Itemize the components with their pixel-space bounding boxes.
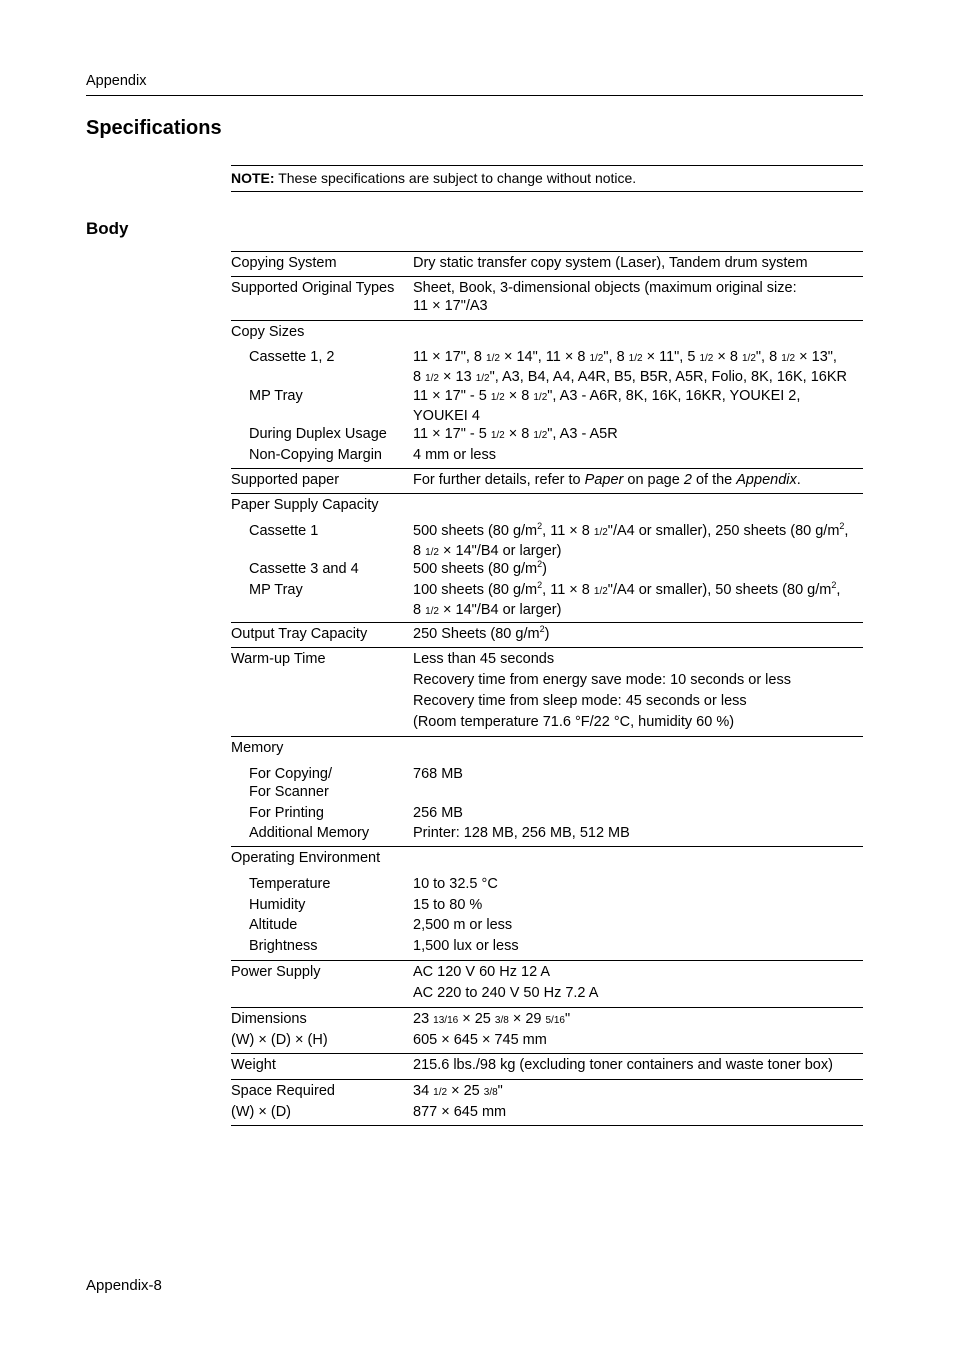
spec-row-warmup bbox=[231, 648, 863, 737]
spec-value-line: 11 × 17"/A3 bbox=[413, 298, 488, 314]
spec-row-memory bbox=[231, 737, 863, 847]
spec-sublabel: Altitude bbox=[249, 917, 298, 933]
spec-row-copy-sizes bbox=[231, 321, 863, 469]
spec-label: Copy Sizes bbox=[231, 324, 305, 340]
spec-value: 256 MB bbox=[413, 805, 463, 821]
spec-value: Dry static transfer copy system (Laser), Tandem drum system bbox=[413, 255, 808, 271]
spec-label: Supported paper bbox=[231, 472, 340, 488]
spec-value: (Room temperature 71.6 °F/22 °C, humidity 60 %) bbox=[413, 714, 735, 730]
spec-value: AC 220 to 240 V 50 Hz 7.2 A bbox=[413, 985, 599, 1001]
spec-value: Printer: 128 MB, 256 MB, 512 MB bbox=[413, 825, 630, 841]
note-box bbox=[231, 165, 863, 192]
ref-text: on page bbox=[623, 472, 684, 488]
spec-value-line: YOUKEI 4 bbox=[413, 408, 480, 424]
spec-label: Copying System bbox=[231, 255, 337, 271]
spec-sublabel: For Printing bbox=[249, 805, 324, 821]
spec-value: 2,500 m or less bbox=[413, 917, 513, 933]
spec-label: (W) × (D) bbox=[231, 1104, 291, 1120]
spec-value: 877 × 645 mm bbox=[413, 1104, 507, 1120]
ref-text: . bbox=[796, 472, 801, 488]
spec-sublabel: Brightness bbox=[249, 938, 318, 954]
ref-link: Paper bbox=[584, 472, 624, 488]
spec-value: 34 1/2 × 25 3/8" bbox=[413, 1083, 503, 1099]
spec-sublabel: Additional Memory bbox=[249, 825, 370, 841]
spec-value: 100 sheets (80 $g/m^2$, 11 × 8 1/2"/A4 or smaller), 50 sheets (80 $g/m^2$, 8 1/2 × 14"/B4 or larger) bbox=[413, 580, 841, 618]
note-label: NOTE: bbox=[231, 170, 275, 186]
spec-label: Supported Original Types bbox=[231, 280, 395, 296]
spec-value: 23 13/16 × 25 3/8 × 29 5/16" bbox=[413, 1011, 571, 1027]
spec-label: Dimensions bbox=[231, 1011, 307, 1027]
spec-sublabel: MP Tray bbox=[249, 388, 303, 404]
spec-sublabel: Cassette 1 bbox=[249, 523, 319, 539]
spec-row-environment bbox=[231, 847, 863, 961]
spec-value: AC 120 V 60 Hz 12 A bbox=[413, 964, 551, 980]
ref-text: of the bbox=[691, 472, 737, 488]
ref-appendix: Appendix bbox=[736, 472, 797, 488]
spec-value: 15 to 80 % bbox=[413, 897, 483, 913]
spec-value: 768 MB bbox=[413, 766, 463, 782]
spec-sublabel-line: For Copying/ bbox=[249, 766, 333, 782]
spec-table bbox=[231, 251, 863, 1126]
spec-label: Output Tray Capacity bbox=[231, 626, 368, 642]
spec-row-copying-system bbox=[231, 252, 863, 277]
spec-value bbox=[413, 279, 863, 315]
spec-row-paper-supply bbox=[231, 494, 863, 623]
ref-page: 2 bbox=[683, 472, 692, 488]
spec-value: Recovery time from sleep mode: 45 seconds or less bbox=[413, 693, 747, 709]
spec-sublabel: Cassette 1, 2 bbox=[249, 349, 335, 365]
spec-row-supported-paper bbox=[231, 469, 863, 494]
spec-value: 10 to 32.5 °C bbox=[413, 876, 498, 892]
spec-sublabel: Temperature bbox=[249, 876, 331, 892]
running-header: Appendix bbox=[86, 73, 147, 89]
spec-row-weight bbox=[231, 1054, 863, 1080]
spec-row-original-types bbox=[231, 277, 863, 321]
spec-value-line: Sheet, Book, 3-dimensional objects (maximum original size: bbox=[413, 280, 797, 296]
spec-value: 250 Sheets (80 $g/m^2$) bbox=[413, 624, 550, 642]
spec-label: Power Supply bbox=[231, 964, 321, 980]
spec-label: Memory bbox=[231, 740, 284, 756]
spec-value: 11 × 17", 8 1/2 × 14", 11 × 8 1/2", 8 1/2 × 11", 5 1/2 × 8 1/2", 8 1/2 × 13", 8 1/2 × 13 1/2", A3, B4, A4, A4R, B5, B5R, A5R, Folio, 8K, 16K, 16KR bbox=[413, 349, 847, 385]
spec-value bbox=[413, 471, 863, 489]
ref-text: For further details, refer to bbox=[413, 472, 585, 488]
spec-label: Weight bbox=[231, 1057, 276, 1073]
spec-value: 11 × 17" - 5 1/2 × 8 1/2", A3 - A5R bbox=[413, 426, 618, 442]
spec-row-power bbox=[231, 961, 863, 1008]
note-text: These specifications are subject to change without notice. bbox=[278, 170, 637, 186]
page-title: Specifications bbox=[86, 117, 222, 139]
spec-value: 500 sheets (80 $g/m^2$) bbox=[413, 559, 547, 577]
section-title: Body bbox=[86, 219, 129, 238]
header-rule bbox=[86, 95, 863, 96]
spec-sublabel: Cassette 3 and 4 bbox=[249, 561, 359, 577]
spec-sublabel: Humidity bbox=[249, 897, 306, 913]
spec-label: Operating Environment bbox=[231, 850, 381, 866]
spec-value: 215.6 lbs./98 kg (excluding toner containers and waste toner box) bbox=[413, 1057, 833, 1073]
spec-label: (W) × (D) × (H) bbox=[231, 1032, 328, 1048]
spec-value: 500 sheets (80 $g/m^2$, 11 × 8 1/2"/A4 or smaller), 250 sheets (80 $g/m^2$, 8 1/2 × 14"/B4 or larger) bbox=[413, 521, 849, 559]
spec-label: Space Required bbox=[231, 1083, 335, 1099]
spec-label: Paper Supply Capacity bbox=[231, 497, 379, 513]
spec-row-output-tray bbox=[231, 623, 863, 648]
spec-value: Recovery time from energy save mode: 10 seconds or less bbox=[413, 672, 791, 688]
spec-sublabel-line: For Scanner bbox=[249, 784, 329, 800]
spec-sublabel: MP Tray bbox=[249, 582, 303, 598]
spec-label: Warm-up Time bbox=[231, 651, 326, 667]
spec-value: 4 mm or less bbox=[413, 447, 496, 463]
spec-sublabel: During Duplex Usage bbox=[249, 426, 387, 442]
spec-sublabel: Non-Copying Margin bbox=[249, 447, 382, 463]
spec-value: Less than 45 seconds bbox=[413, 651, 555, 667]
spec-value: 1,500 lux or less bbox=[413, 938, 519, 954]
spec-value: 11 × 17" - 5 1/2 × 8 1/2", A3 - A6R, 8K, 16K, 16KR, YOUKEI 2, YOUKEI 4 bbox=[413, 388, 801, 424]
spec-row-space bbox=[231, 1080, 863, 1126]
page-number: Appendix-8 bbox=[86, 1277, 162, 1294]
spec-value: 605 × 645 × 745 mm bbox=[413, 1032, 547, 1048]
spec-sublabel bbox=[249, 765, 427, 801]
spec-row-dimensions bbox=[231, 1008, 863, 1054]
